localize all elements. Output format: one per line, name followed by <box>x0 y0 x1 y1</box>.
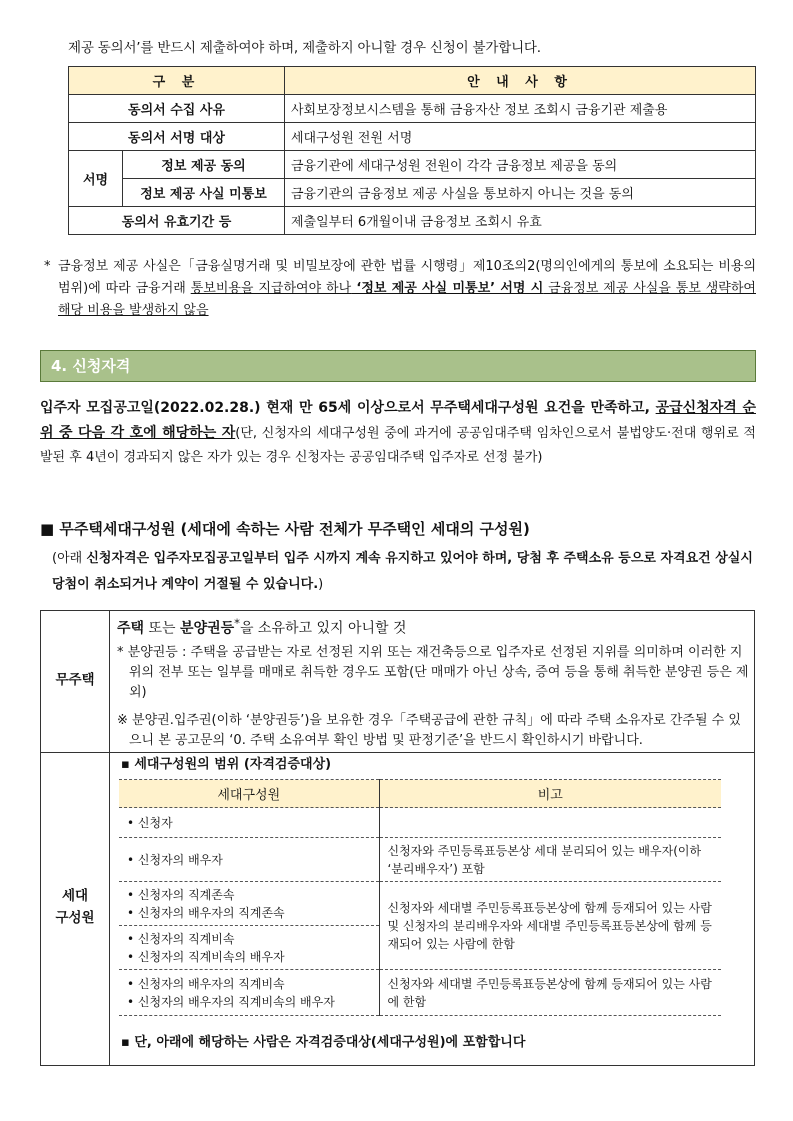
household-label <box>41 885 109 929</box>
consent-sign-label: 서명 <box>69 151 123 207</box>
household-r2c2: 신청자와 주민등록표등본상 세대 분리되어 있는 배우자(이하 ‘분리배우자’) 포함 <box>379 838 721 882</box>
no-house-title-sup: * <box>234 616 240 630</box>
household-col1: 세대구성원 <box>119 780 379 808</box>
subnote-close: ) <box>318 577 324 592</box>
no-house-bullet2: ※ 분양권.입주권(이하 ‘분양권등’)을 보유한 경우「주택공급에 관한 규칙」에 따라 주택 소유자로 간주될 수 있으니 본 공고문의 ‘0. 주택 소유여부 확인 방법 및 판정기준’을 반드시 확인하시기 바랍니다. <box>117 712 741 748</box>
consent-row2-label: 동의서 서명 대상 <box>69 123 285 151</box>
household-r4c1a: • 신청자의 직계비속 <box>127 931 235 946</box>
no-house-title-b1: 주택 <box>117 620 145 637</box>
consent-row1-value: 사회보장정보시스템을 통해 금융자산 정보 조회시 금융기관 제출용 <box>285 95 756 123</box>
consent-header-right: 안 내 사 항 <box>285 67 756 95</box>
section-title: 4. 신청자격 <box>40 350 756 382</box>
consent-row4-value: 금융기관의 금융정보 제공 사실을 통보하지 아니는 것을 동의 <box>285 179 756 207</box>
consent-row5-label: 동의서 유효기간 등 <box>69 207 285 235</box>
note-part4: 금융정보 제공 사실을 통보 생략하여 해당 비용을 발생하지 않음 <box>58 281 756 318</box>
note-part2: 통보비용을 지급하여야 하나 <box>190 281 352 296</box>
household-r5c1 <box>119 970 379 1016</box>
subheading-note <box>52 546 758 598</box>
no-house-title-b2: 분양권등 <box>180 620 235 637</box>
consent-row5-value: 제출일부터 6개월이내 금융정보 조회시 유효 <box>285 207 756 235</box>
no-house-title-m: 또는 <box>144 620 181 637</box>
household-r2c1: • 신청자의 배우자 <box>119 838 379 882</box>
household-r3c1 <box>119 882 379 926</box>
no-house-content <box>117 613 753 751</box>
consent-row4-label: 정보 제공 사실 미통보 <box>123 179 285 207</box>
note-star: * <box>44 259 51 274</box>
subnote-bold: 신청자격은 입주자모집공고일부터 입주 시까지 계속 유지하고 있어야 하며, 당첨 후 주택소유 등으로 자격요건 상실시 당첨이 취소되거나 계약이 거절될 수 있습니다. <box>52 551 753 592</box>
household-r3c1a: • 신청자의 직계존속 <box>127 887 235 902</box>
consent-table <box>68 66 756 235</box>
household-r4c1b: • 신청자의 직계비속의 배우자 <box>127 949 285 964</box>
consent-row3-label: 정보 제공 동의 <box>123 151 285 179</box>
eligibility-box <box>40 610 755 1066</box>
subnote-open: (아래 <box>52 551 87 566</box>
eligibility-bold: 입주자 모집공고일(2022.02.28.) 현재 만 65세 이상으로서 무주택세대구성원 요건을 만족하고, <box>40 400 656 416</box>
household-r3c1b: • 신청자의 배우자의 직계존속 <box>127 905 285 920</box>
intro-text: 제공 동의서’를 반드시 제출하여야 하며, 제출하지 아니할 경우 신청이 불가합니다. <box>68 40 541 56</box>
no-house-label: 무주택 <box>55 672 95 688</box>
household-r34c2: 신청자와 세대별 주민등록표등본상에 함께 등재되어 있는 사람 및 신청자의 분리배우자와 세대별 주민등록표등본상에 함께 등재되어 있는 사람에 한함 <box>379 882 721 970</box>
household-label-2: 구성원 <box>55 910 95 926</box>
consent-note <box>44 256 756 322</box>
consent-row2-value: 세대구성원 전원 서명 <box>285 123 756 151</box>
household-footer: ▪ 단, 아래에 해당하는 사람은 자격검증대상(세대구성원)에 포함합니다 <box>121 1035 526 1050</box>
eligibility-bold-underline: 공급신청자격 순위 중 다음 각 호에 해당하는 자 <box>40 400 756 441</box>
household-r5c2: 신청자와 세대별 주민등록표등본상에 함께 등재되어 있는 사람에 한함 <box>379 970 721 1016</box>
consent-row1-label: 동의서 수집 사유 <box>69 95 285 123</box>
household-label-1: 세대 <box>61 888 89 904</box>
no-house-bullet1: * 분양권등 : 주택을 공급받는 자로 선정된 지위 또는 재건축등으로 입주자로 선정된 지위를 의미하며 이러한 지위의 전부 또는 일부를 매매로 취득한 경우도 포함(단 매매가 아닌 상속, 증여 등을 통해 취득한 분양권 등은 제외) <box>117 644 749 700</box>
consent-header-left: 구 분 <box>69 67 285 95</box>
household-col2: 비고 <box>379 780 721 808</box>
no-house-title-rest: 을 소유하고 있지 아니할 것 <box>239 620 407 637</box>
household-r4c1 <box>119 926 379 970</box>
household-table <box>119 779 721 1016</box>
household-r1c2 <box>379 808 721 838</box>
note-part1: 금융정보 제공 사실은「금융실명거래 및 비밀보장에 관한 법률 시행령」제10조의2(명의인에게의 통보에 소요되는 비용의 범위)에 따라 금융거래 <box>58 259 756 296</box>
subheading: ■ 무주택세대구성원 (세대에 속하는 사람 전체가 무주택인 세대의 구성원) <box>40 520 530 538</box>
household-scope-title: ▪ 세대구성원의 범위 (자격검증대상) <box>121 757 332 772</box>
note-part3: ‘정보 제공 사실 미통보’ 서명 시 <box>351 281 544 296</box>
household-r1c1: • 신청자 <box>119 808 379 838</box>
eligibility-rest: (단, 신청자의 세대구성원 중에 과거에 공공임대주택 임차인으로서 불법양도·전대 행위로 적발된 후 4년이 경과되지 않은 자가 있는 경우 신청자는 공공임대주택 입주자로 선정 불가) <box>40 426 756 465</box>
household-r5c1a: • 신청자의 배우자의 직계비속 <box>127 976 285 991</box>
household-r5c1b: • 신청자의 배우자의 직계비속의 배우자 <box>127 994 335 1009</box>
consent-row3-value: 금융기관에 세대구성원 전원이 각각 금융정보 제공을 동의 <box>285 151 756 179</box>
eligibility-paragraph <box>40 396 756 470</box>
